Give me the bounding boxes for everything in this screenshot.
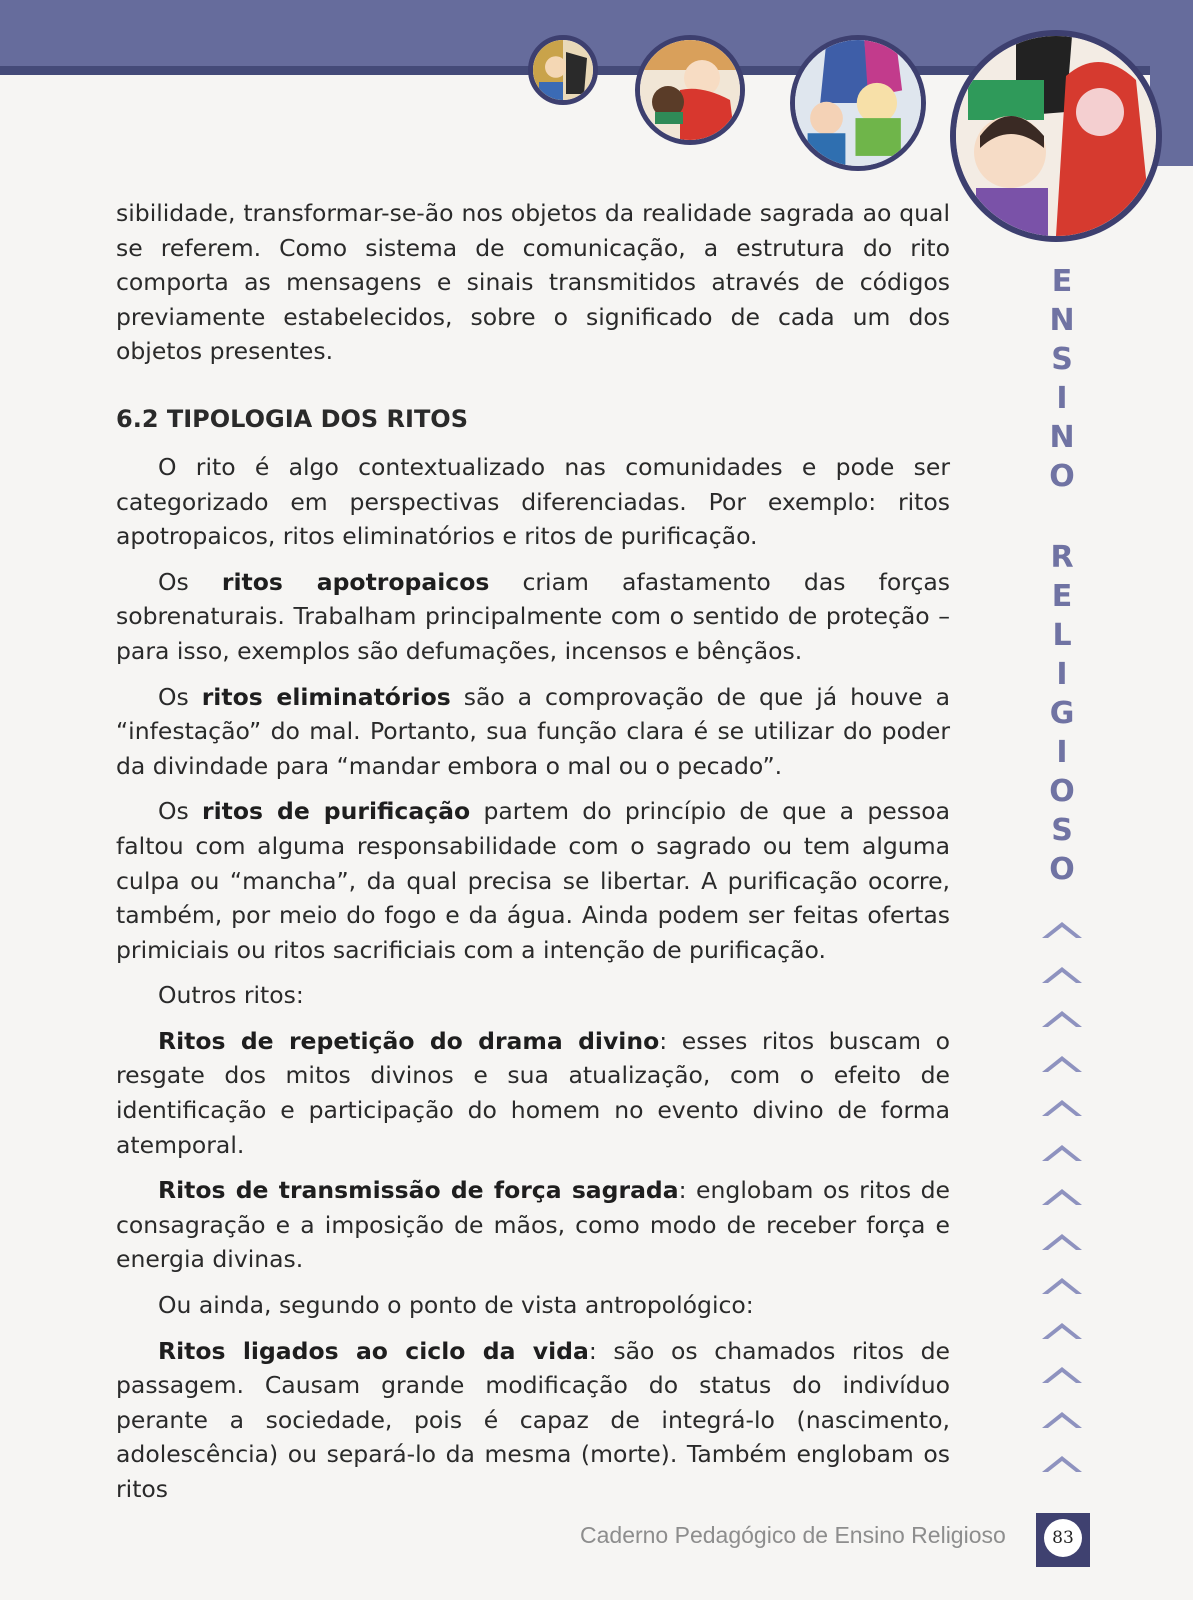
children-illustration-2 xyxy=(640,40,740,140)
section-heading: 6.2 TIPOLOGIA DOS RITOS xyxy=(116,404,468,433)
main-text xyxy=(116,196,950,1518)
chevron-up-icon xyxy=(1040,1452,1084,1497)
illustration-circle-4 xyxy=(950,30,1162,242)
text-body: : esses ritos buscam o resgate dos mitos divinos e sua atualização, com o efeito de identificação e participação do homem no evento divino de forma atemporal. xyxy=(116,1026,950,1159)
paragraph-eliminatorios xyxy=(116,680,950,784)
text-body: : são os chamados ritos de passagem. Causam grande modificação do status do indivíduo perante a sociedade, pois é capaz de integrá-lo (nascimento, adolescência) ou separá-lo da mesma (morte). Também englobam os ritos xyxy=(116,1336,950,1503)
illustration-circle-1 xyxy=(528,35,598,105)
side-letter: I xyxy=(1056,735,1068,770)
side-letter: N xyxy=(1049,303,1075,338)
text-body: são a comprovação de que já houve a “infestação” do mal. Portanto, sua função clara é se utilizar do poder da divindade para “mandar embora o mal ou o pecado”. xyxy=(116,682,950,780)
children-illustration-1 xyxy=(533,40,593,100)
text-prefix: Os xyxy=(158,567,222,596)
paragraph-drama-divino xyxy=(116,1024,950,1162)
text-body: partem do princípio de que a pessoa faltou com alguma responsabilidade com o sagrado ou tem alguma culpa ou “mancha”, da qual precisa se libertar. A purificação ocorre, também, por meio do fogo e da água. Ainda podem ser feitas ofertas primiciais ou ritos sacrificiais com a intenção de purificação. xyxy=(116,797,950,964)
chevron-up-icon xyxy=(1040,918,1084,963)
term-bold: ritos de purificação xyxy=(202,797,471,826)
chevron-up-icon xyxy=(1040,1274,1084,1319)
chevron-up-icon xyxy=(1040,1230,1084,1275)
children-illustration-4 xyxy=(956,36,1156,236)
page-number: 83 xyxy=(1044,1519,1082,1557)
chevron-up-icon xyxy=(1040,1408,1084,1453)
chevron-up-icon xyxy=(1040,963,1084,1008)
side-title-gap xyxy=(1040,496,1084,538)
side-letter: E xyxy=(1051,579,1073,614)
chevron-up-icon xyxy=(1040,1052,1084,1097)
side-letter: N xyxy=(1049,420,1075,455)
side-letter: I xyxy=(1056,657,1068,692)
term-bold: Ritos de repetição do drama divino xyxy=(158,1026,660,1055)
paragraph-antropologico: Ou ainda, segundo o ponto de vista antropológico: xyxy=(158,1291,754,1320)
side-letter: E xyxy=(1051,264,1073,299)
term-bold: ritos apotropaicos xyxy=(221,567,490,596)
chevron-up-icon xyxy=(1040,1141,1084,1186)
footer-title: Caderno Pedagógico de Ensino Religioso xyxy=(580,1522,1006,1548)
text-prefix: Os xyxy=(158,682,202,711)
chevron-up-icon xyxy=(1040,1007,1084,1052)
chevron-up-icon xyxy=(1040,1096,1084,1141)
side-letter: O xyxy=(1049,459,1075,494)
text-body: : englobam os ritos de consagração e a imposição de mãos, como modo de receber força e energia divinas. xyxy=(116,1176,950,1274)
side-title-vertical xyxy=(1040,262,1084,889)
side-letter: R xyxy=(1050,540,1074,575)
illustration-circle-2 xyxy=(635,35,745,145)
paragraph-intro: O rito é algo contextualizado nas comunidades e pode ser categorizado em perspectivas diferenciadas. Por exemplo: ritos apotropaicos, ritos eliminatórios e ritos de purificação. xyxy=(116,452,950,551)
paragraph-ciclo-vida xyxy=(116,1334,950,1507)
page-number-box xyxy=(1036,1513,1090,1567)
children-illustration-3 xyxy=(795,40,921,166)
text-prefix: Os xyxy=(158,797,203,826)
side-letter: S xyxy=(1051,813,1073,848)
term-bold: Ritos de transmissão de força sagrada xyxy=(158,1176,679,1205)
chevron-up-icon xyxy=(1040,1363,1084,1408)
side-letter: S xyxy=(1051,342,1073,377)
chevron-column xyxy=(1040,918,1084,1497)
chevron-up-icon xyxy=(1040,1185,1084,1230)
illustration-circle-3 xyxy=(790,35,926,171)
paragraph-outros: Outros ritos: xyxy=(158,981,304,1010)
paragraph-forca-sagrada xyxy=(116,1173,950,1277)
chevron-up-icon xyxy=(1040,1319,1084,1364)
side-letter: O xyxy=(1049,852,1075,887)
paragraph-apotropaicos xyxy=(116,565,950,669)
side-letter: I xyxy=(1056,381,1068,416)
paragraph-purificacao xyxy=(116,794,950,967)
text-body: criam afastamento das forças sobrenaturais. Trabalham principalmente com o sentido de proteção – para isso, exemplos são defumações, incensos e bênçãos. xyxy=(116,567,950,665)
side-letter: L xyxy=(1052,618,1072,653)
side-letter: O xyxy=(1049,774,1075,809)
side-letter: G xyxy=(1049,696,1075,731)
term-bold: ritos eliminatórios xyxy=(201,682,451,711)
paragraph-continuation: sibilidade, transformar-se-ão nos objetos da realidade sagrada ao qual se referem. Como sistema de comunicação, a estrutura do rito comporta as mensagens e sinais transmitidos através de códigos previamente estabelecidos, sobre o significado de cada um dos objetos presentes. xyxy=(116,199,950,366)
term-bold: Ritos ligados ao ciclo da vida xyxy=(158,1336,589,1365)
